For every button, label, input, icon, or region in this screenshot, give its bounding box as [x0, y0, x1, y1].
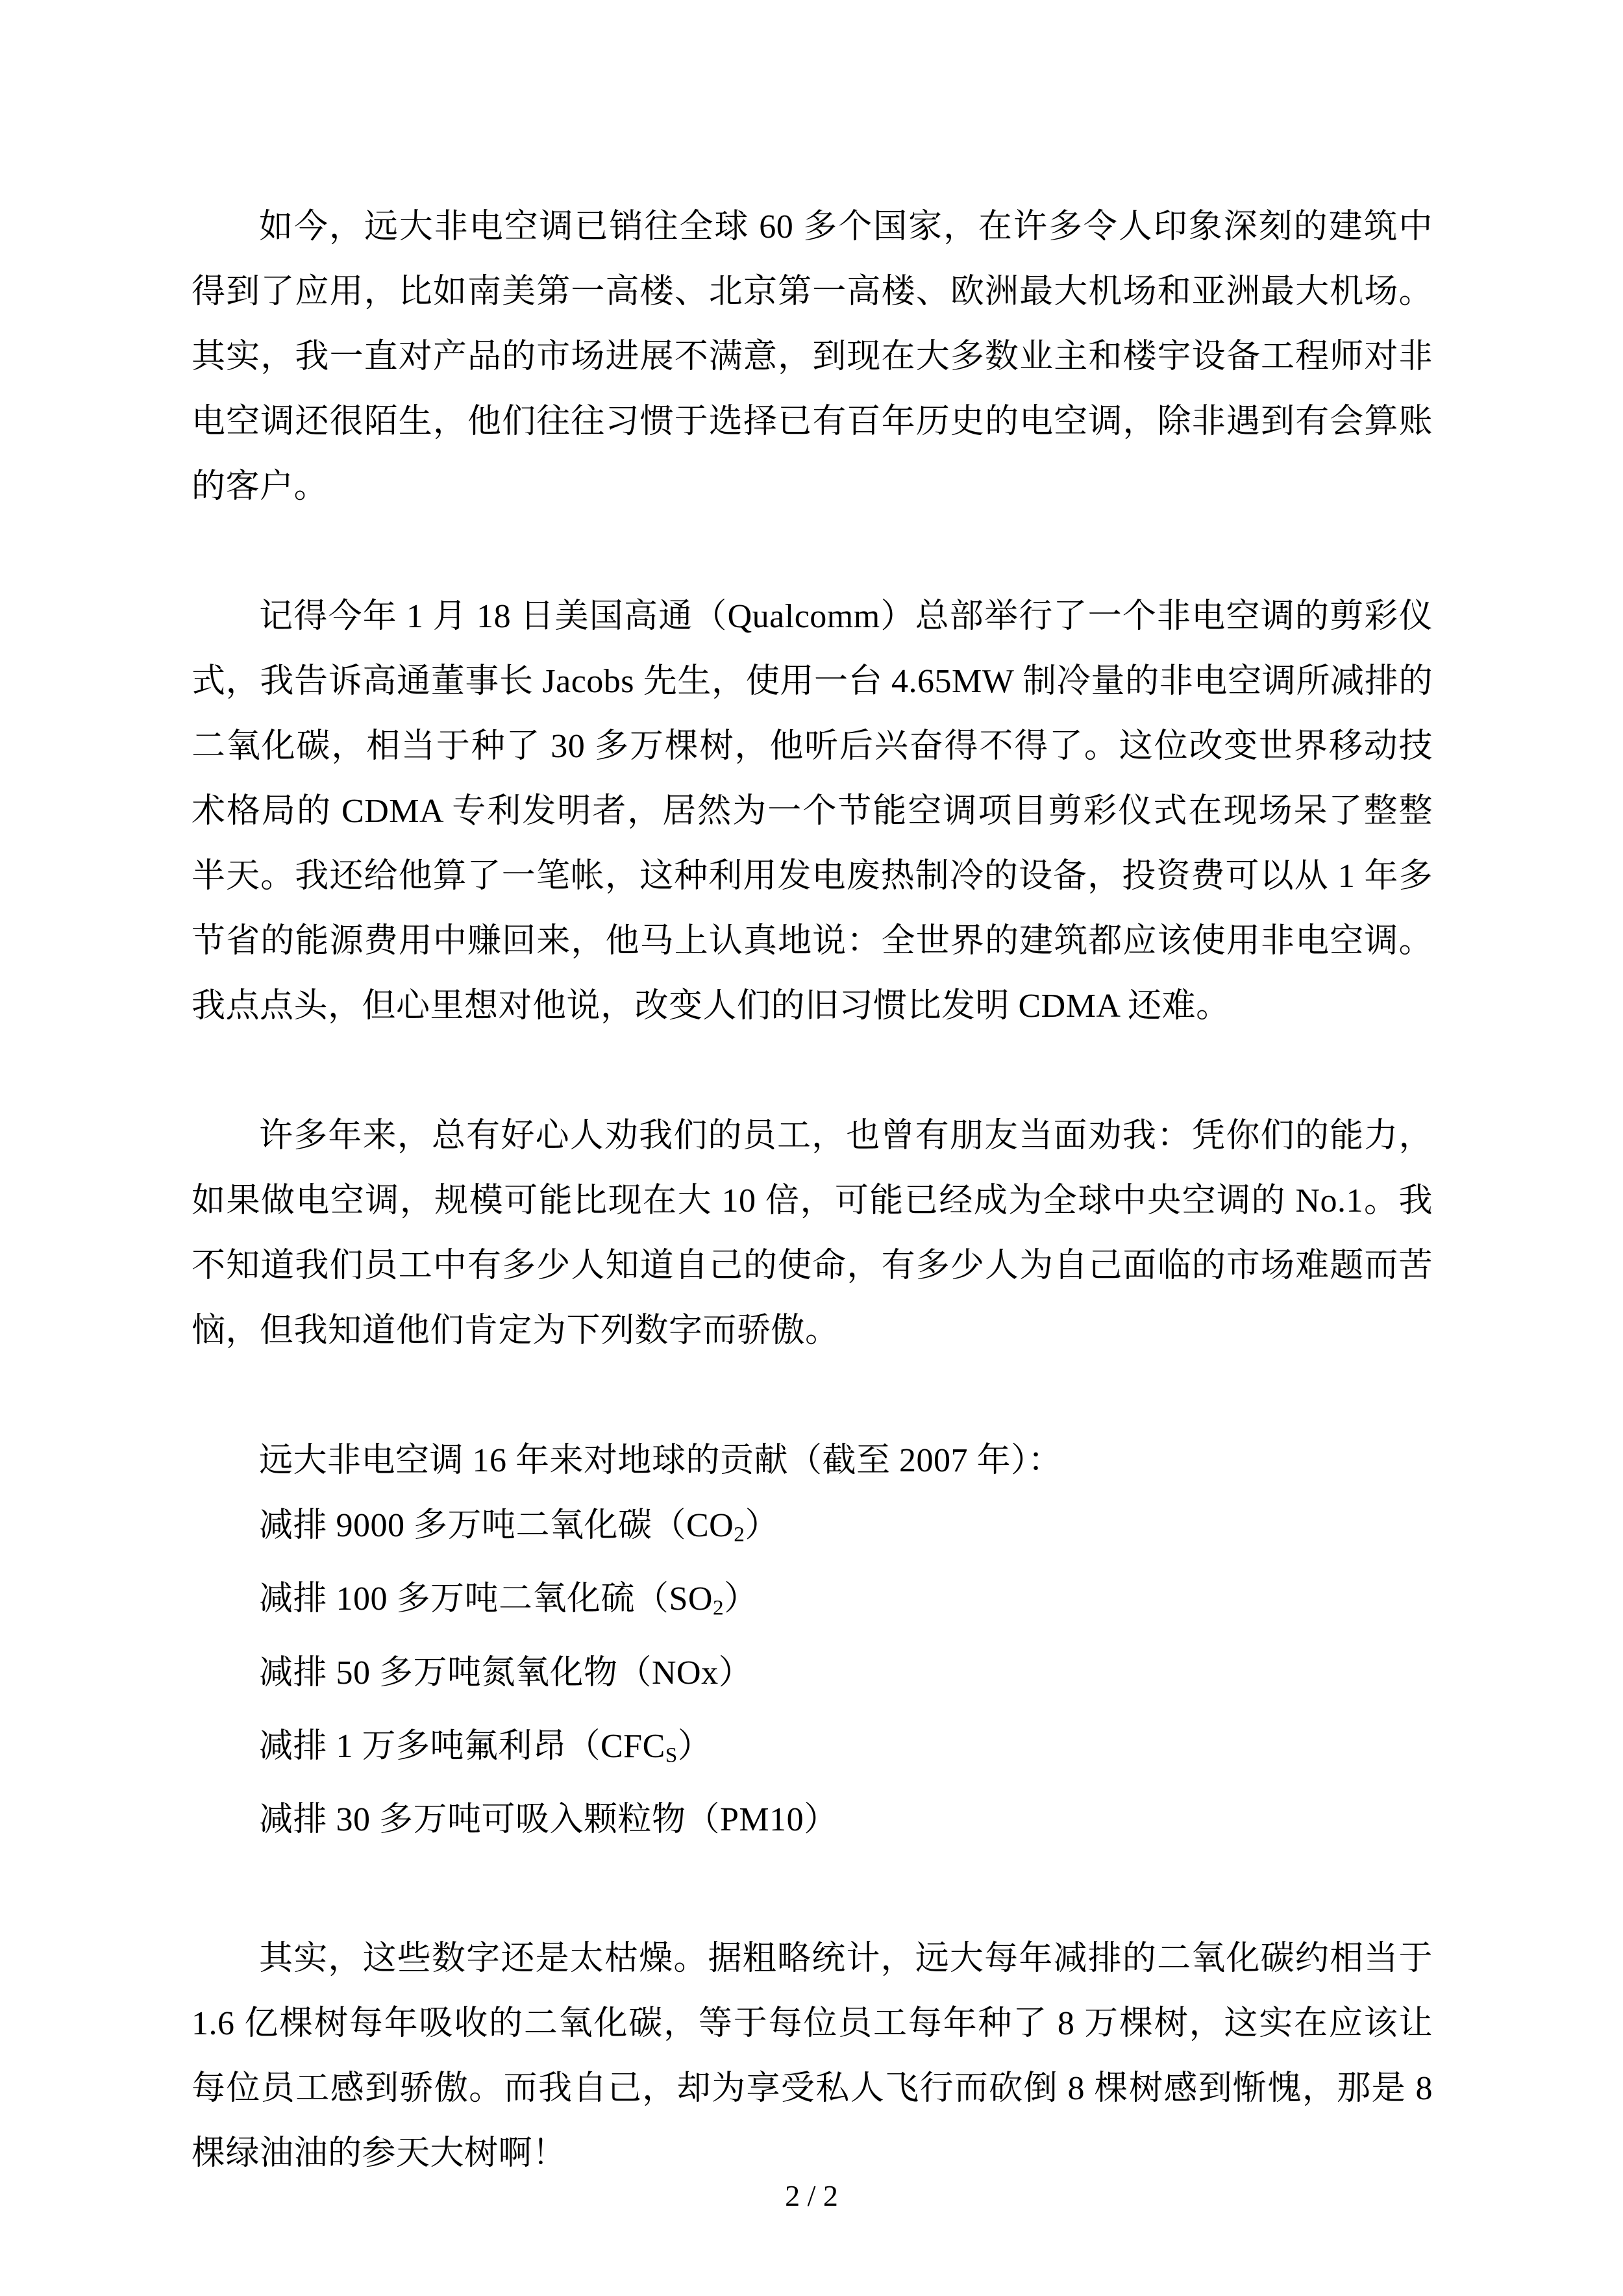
contribution-item [192, 1567, 1433, 1640]
contribution-item [192, 1714, 1433, 1788]
contribution-list [192, 1429, 1433, 1862]
item-text: 减排 100 多万吨二氧化硫（SO [259, 1580, 713, 1618]
item-subscript: S [665, 1743, 678, 1767]
contribution-header: 远大非电空调 16 年来对地球的贡献（截至 2007 年）： [259, 1442, 1063, 1479]
item-text: 减排 50 多万吨氮氧化物（NOx） [259, 1654, 753, 1691]
item-subscript: 2 [712, 1595, 725, 1620]
item-text: 减排 30 多万吨可吸入颗粒物（PM10） [259, 1801, 838, 1839]
paragraph: 许多年来，总有好心人劝我们的员工，也曾有朋友当面劝我：凭你们的能力，如果做电空调，规模可能比现在大 10 倍，可能已经成为全球中央空调的 No.1。我不知道我们员工中有多少人知道自己的使命，有多少人为自己面临的市场难题而苦恼，但我知道他们肯定为下列数字而骄傲。 [192, 1117, 1433, 1349]
item-text-tail: ） [724, 1580, 758, 1618]
item-text: 减排 1 万多吨氟利昂（CFC [259, 1727, 665, 1765]
item-text-tail: ） [745, 1507, 779, 1544]
item-text: 减排 9000 多万吨二氧化碳（CO [259, 1507, 734, 1544]
item-subscript: 2 [734, 1522, 745, 1547]
contribution-item [192, 1788, 1433, 1861]
paragraph: 其实，这些数字还是太枯燥。据粗略统计，远大每年减排的二氧化碳约相当于 1.6 亿棵树每年吸收的二氧化碳，等于每位员工每年种了 8 万棵树，这实在应该让每位员工感到骄傲。而我自己，却为享受私人飞行而砍倒 8 棵树感到惭愧，那是 8 棵绿油油的参天大树啊！ [192, 1940, 1433, 2172]
document-body [192, 195, 1433, 2186]
page-number: 2 / 2 [785, 2179, 838, 2212]
paragraph: 如今，远大非电空调已销往全球 60 多个国家，在许多令人印象深刻的建筑中得到了应用，比如南美第一高楼、北京第一高楼、欧洲最大机场和亚洲最大机场。其实，我一直对产品的市场进展不满意，到现在大多数业主和楼宇设备工程师对非电空调还很陌生，他们往往习惯于选择已有百年历史的电空调，除非遇到有会算账的客户。 [192, 208, 1433, 505]
contribution-item [192, 1641, 1433, 1714]
contribution-item [192, 1493, 1433, 1567]
paragraph: 记得今年 1 月 18 日美国高通（Qualcomm）总部举行了一个非电空调的剪彩仪式，我告诉高通董事长 Jacobs 先生，使用一台 4.65MW 制冷量的非电空调所减排的二氧化碳，相当于种了 30 多万棵树，他听后兴奋得不得了。这位改变世界移动技术格局的 CDMA 专利发明者，居然为一个节能空调项目剪彩仪式在现场呆了整整半天。我还给他算了一笔帐，这种利用发电废热制冷的设备，投资费可以从 1 年多节省的能源费用中赚回来，他马上认真地说：全世界的建筑都应该使用非电空调。我点点头，但心里想对他说，改变人们的旧习惯比发明 CDMA 还难。 [192, 598, 1433, 1025]
item-text-tail: ） [677, 1727, 712, 1765]
